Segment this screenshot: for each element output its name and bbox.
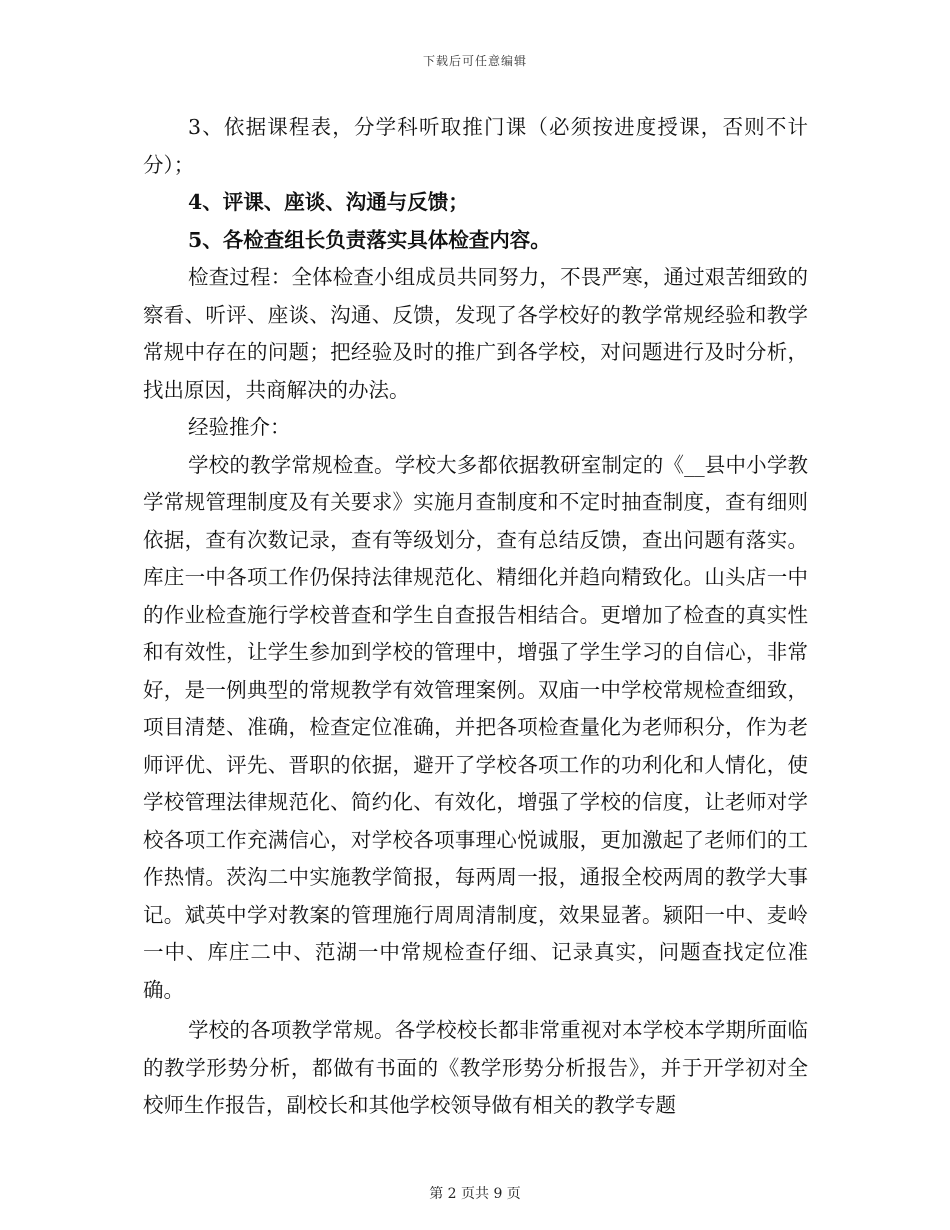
paragraph-item-3: 3、依据课程表，分学科听取推门课（必须按进度授课，否则不计分）； (143, 115, 808, 177)
paragraph-teaching-routines: 学校的各项教学常规。各学校校长都非常重视对本学校本学期所面临的教学形势分析，都做有书面的《教学形势分析报告》，并于开学初对全校师生作报告，副校长和其他学校领导做有相关的教学专题 (143, 1018, 808, 1117)
paragraph-routine-inspection: 学校的教学常规检查。学校大多都依据教研室制定的《__县中小学教学常规管理制度及有关要求》实施月查制度和不定时抽查制度，查有细则依据，查有次数记录，查有等级划分，查有总结反馈，查出问题有落实。库庄一中各项工作仍保持法律规范化、精细化并趋向精致化。山头店一中的作业检查施行学校普查和学生自查报告相结合。更增加了检查的真实性和有效性，让学生参加到学校的管理中，增强了学生学习的自信心，非常好，是一例典型的常规教学有效管理案例。双庙一中学校常规检查细致，项目清楚、准确，检查定位准确，并把各项检查量化为老师积分，作为老师评优、评先、晋职的依据，避开了学校各项工作的功利化和人情化，使学校管理法律规范化、简约化、有效化，增强了学校的信度，让老师对学校各项工作充满信心，对学校各项事理心悦诚服，更加激起了老师们的工作热情。茨沟二中实施教学简报，每两周一报，通报全校两周的教学大事记。斌英中学对教案的管理施行周周清制度，效果显著。颍阳一中、麦岭一中、库庄二中、范湖一中常规检查仔细、记录真实，问题查找定位准确。 (143, 452, 808, 1002)
paragraph-item-4: 4、评课、座谈、沟通与反馈； (188, 190, 469, 214)
paragraph-item-5: 5、各检查组长负责落实具体检查内容。 (188, 227, 551, 252)
paragraph-experience-heading: 经验推介： (188, 415, 291, 439)
page-header: 下载后可任意编辑 (422, 54, 527, 68)
page-footer: 第 2 页共 9 页 (429, 1186, 521, 1202)
document-body (143, 109, 808, 1125)
paragraph-inspection-process: 检查过程：全体检查小组成员共同努力，不畏严寒，通过艰苦细致的察看、听评、座谈、沟通、反馈，发现了各学校好的教学常规经验和教学常规中存在的问题；把经验及时的推广到各学校，对问题进行及时分析，找出原因，共商解决的办法。 (143, 265, 808, 402)
